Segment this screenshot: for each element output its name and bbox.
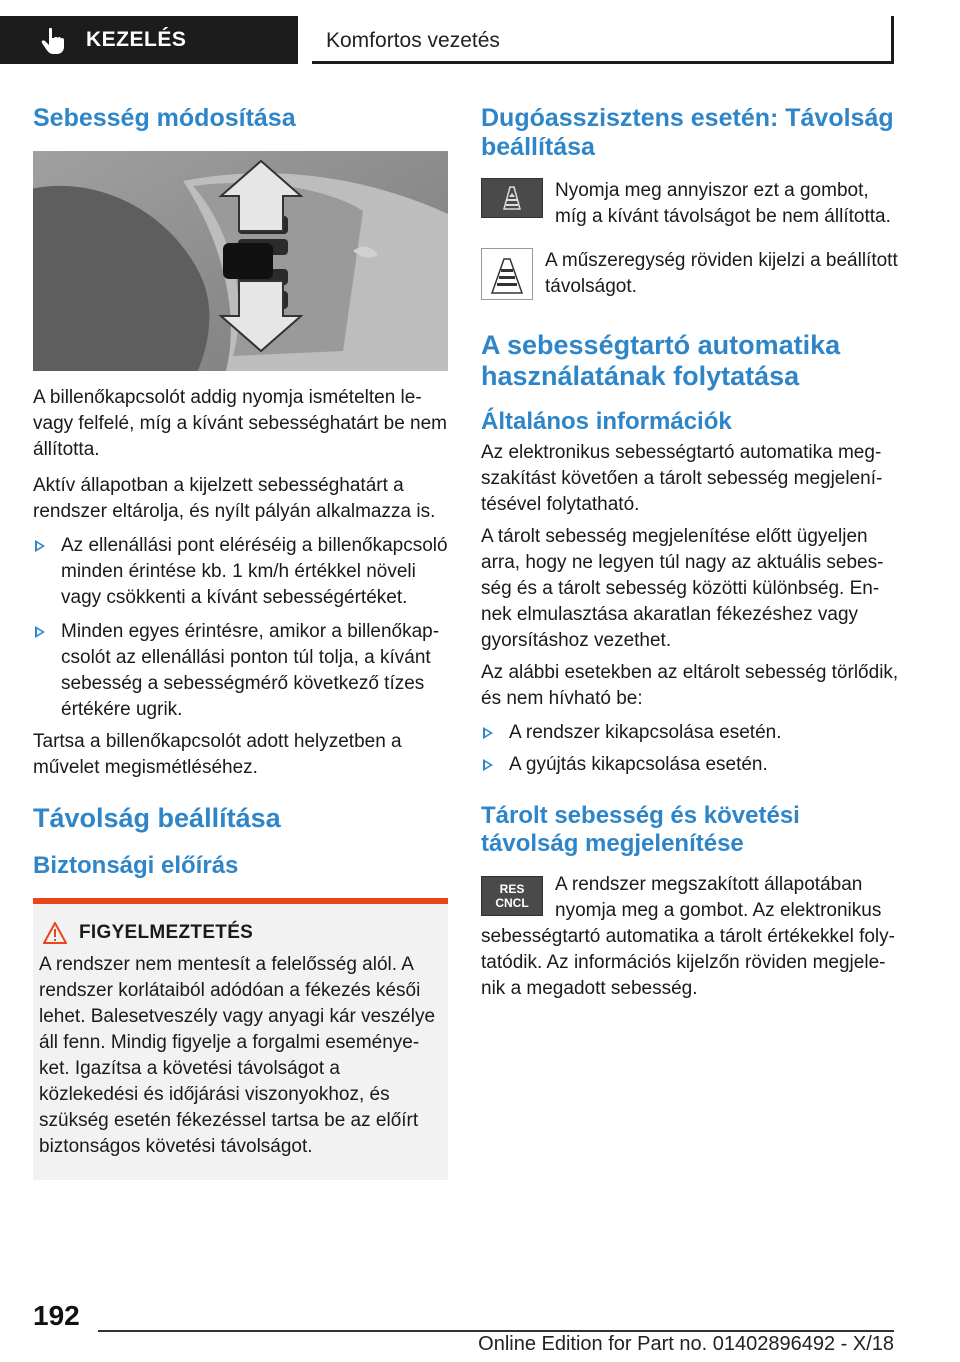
list-item-text: A rendszer kikapcsolása esetén. — [509, 722, 782, 743]
warning-header — [33, 904, 448, 944]
distance-car-icon — [482, 179, 542, 217]
distance-button-icon — [481, 178, 543, 218]
heading-general-info: Általános információk — [481, 408, 732, 435]
bullet-triangle-icon — [483, 759, 493, 771]
list-item — [481, 720, 899, 746]
list-item — [481, 752, 899, 778]
footer-rule — [98, 1330, 894, 1332]
warning-body: A rendszer nem mentesít a felelősség alól. A rendszer korlátaiból adódóan a fékezés késői lehet. Balesetveszély vagy anyagi kár veszélye áll fenn. Mindig figyelje a forgalmi eseményeket. Igazítsa a követési távolságot a közlekedési és időjárási viszonyokhoz, és szükség esetén fékezéssel tartsa be az előírt biztonságos követési távolságot. — [39, 954, 436, 1157]
res-text-rest: sebességtartó automatika a tárolt értékekkel folytatódik. Az információs kijelzőn röviden megjelenik a megadott sebesség. — [481, 926, 895, 999]
right-column — [481, 100, 899, 1002]
warning-triangle-icon — [43, 922, 67, 944]
page-number: 192 — [33, 1300, 80, 1331]
cncl-label: CNCL — [495, 896, 529, 910]
heading-speed-change: Sebesség módosítása — [33, 104, 296, 132]
res-cncl-block — [481, 872, 899, 1002]
heading-stored-speed: Tárolt sebesség és követési távolság megjelenítése — [481, 802, 800, 857]
chapter-title-box — [312, 16, 894, 64]
list-item-text: A gyújtás kikapcsolása esetén. — [509, 754, 768, 775]
paragraph-general-3: Az alábbi esetekben az eltárolt sebesség törlődik, és nem hívható be: — [481, 662, 899, 709]
steering-wheel-rocker-illustration — [33, 151, 448, 371]
bullet-triangle-icon — [35, 626, 45, 638]
paragraph-rocker: A billenőkapcsolót addig nyomja ismételten le- vagy felfelé, míg a kívánt sebességhatárt be nem állította. — [33, 387, 448, 460]
res-text-first: A rendszer megszakított állapotában nyomja meg a gombot. Az elektronikus — [555, 874, 882, 921]
distance-button-text: Nyomja meg annyiszor ezt a gombot, míg a kívánt távolságot be nem állította. — [555, 180, 891, 227]
distance-button-row — [481, 178, 899, 230]
list-item — [33, 619, 448, 723]
chapter-title: Komfortos vezetés — [326, 29, 500, 52]
paragraph-active-state: Aktív állapotban a kijelzett sebességhatárt a rendszer eltárolja, és nyílt pályán alkalmazza is. — [33, 475, 436, 522]
heading-distance: Távolság beállítása — [33, 803, 281, 833]
distance-display-row — [481, 248, 899, 300]
heading-safety: Biztonsági előírás — [33, 852, 239, 879]
paragraph-general-2: A tárolt sebesség megjelenítése előtt ügyeljen arra, hogy ne legyen túl nagy az aktuális sebesség és a tárolt sebesség közötti különbség. Ennek elmulasztása akaratlan fékezéshez vagy gyorsításhoz vezethet. — [481, 526, 884, 651]
paragraph-general-1: Az elektronikus sebességtartó automatika megszakítást követően a tárolt sebesség megjelenítésével folytatható. — [481, 442, 883, 515]
distance-display-icon — [481, 248, 533, 300]
paragraph-hold: Tartsa a billenőkapcsolót adott helyzetben a művelet megismétléséhez. — [33, 731, 402, 778]
bullet-triangle-icon — [483, 727, 493, 739]
res-label: RES — [499, 882, 525, 896]
res-cncl-button-icon — [481, 876, 543, 916]
edition-text: Online Edition for Part no. 01402896492 - X/18 — [478, 1333, 894, 1355]
warning-title: FIGYELMEZTETÉS — [79, 922, 254, 943]
warning-box — [33, 898, 448, 1180]
heading-resume: A sebességtartó automatika használatának folytatása — [481, 330, 841, 391]
list-item — [33, 533, 448, 611]
hand-pointer-icon — [40, 27, 66, 55]
steering-wheel-image — [33, 151, 448, 371]
section-tab — [0, 16, 298, 64]
distance-bars-icon — [482, 249, 532, 299]
list-item-text: Az ellenállási pont eléréséig a billenőkapcsoló minden érintése kb. 1 km/h értékkel növeli vagy csökkenti a kívánt sebességértéket. — [61, 535, 448, 608]
bullet-triangle-icon — [35, 540, 45, 552]
section-label: KEZELÉS — [86, 28, 187, 51]
left-column — [33, 100, 448, 1180]
distance-display-text: A műszeregység röviden kijelzi a beállított távolságot. — [545, 250, 898, 297]
heading-plug-assist: Dugóasszisztens esetén: Távolság beállítása — [481, 104, 894, 161]
list-item-text: Minden egyes érintésre, amikor a billenőkapcsolót az ellenállási ponton túl tolja, a kívánt sebesség a sebességmérő következő tízes értékére ugrik. — [61, 621, 440, 720]
